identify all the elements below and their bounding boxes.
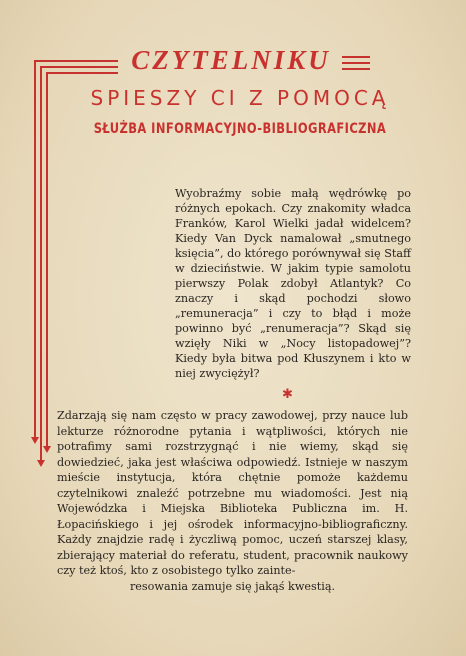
- intro-paragraph: [175, 186, 411, 381]
- red-rail-vertical-1: [34, 60, 36, 438]
- title-dash-right: [342, 68, 370, 70]
- red-rail-horizontal-2: [40, 66, 118, 68]
- title-dash-right: [342, 62, 370, 64]
- red-rail-horizontal-3: [46, 72, 118, 74]
- red-arrow-icon: [43, 446, 51, 453]
- page-subtitle: SPIESZY CI Z POMOCĄ: [90, 86, 390, 110]
- intro-text: Wyobraźmy sobie małą wędrówkę po różnych epokach. Czy znakomity władca Franków, Karol Wielki jadał widelcem? Kiedy Van Dyck namalował „smutnego księcia”, do którego porównywał się Staff w dzieciństwie. W jakim typie samolotu pierwszy Polak zdobył Atlantyk? Co znaczy i skąd pochodzi słowo „remuneracja” i czy to błąd i może powinno być „renumeracja”? Skąd się wzięły Niki w „Nocy listopadowej”? Kiedy była bitwa pod Kłuszynem i kto w niej zwyciężył?: [175, 187, 411, 380]
- asterisk-separator-icon: ✱: [282, 387, 293, 402]
- red-arrow-icon: [31, 437, 39, 444]
- service-heading: SŁUŻBA INFORMACYJNO-BIBLIOGRAFICZNA: [93, 121, 387, 137]
- body-text: Zdarzają się nam często w pracy zawodowej, przy nauce lub lekturze różnorodne pytania i wątpliwości, których nie potrafimy sami rozstrzygnąć i nie wiemy, skąd się dowiedzieć, jaka jest właściwa odpowiedź. Istnieje w naszym mieście instytucja, która chętnie pomoże każdemu czytelnikowi znaleźć potrzebne mu wiadomości. Jest nią Wojewódzka i Miejska Biblioteka Publiczna im. H. Łopacińskiego i jej ośrodek informacyjno-bibliograficzny. Każdy znajdzie radę i życzliwą pomoc, uczeń starszej klasy, zbierający materiał do referatu, student, pracownik naukowy czy też ktoś, kto z osobistego tylko zainte-: [57, 409, 408, 577]
- red-rail-vertical-2: [40, 66, 42, 461]
- title-dash-right: [342, 56, 370, 58]
- red-rail-vertical-3: [46, 72, 48, 447]
- red-arrow-icon: [37, 460, 45, 467]
- page-title: CZYTELNIKU: [131, 45, 331, 75]
- red-rail-horizontal-1: [34, 60, 118, 62]
- body-last-line: resowania zamuje się jakąś kwestią.: [129, 579, 336, 593]
- body-paragraph: [57, 408, 408, 594]
